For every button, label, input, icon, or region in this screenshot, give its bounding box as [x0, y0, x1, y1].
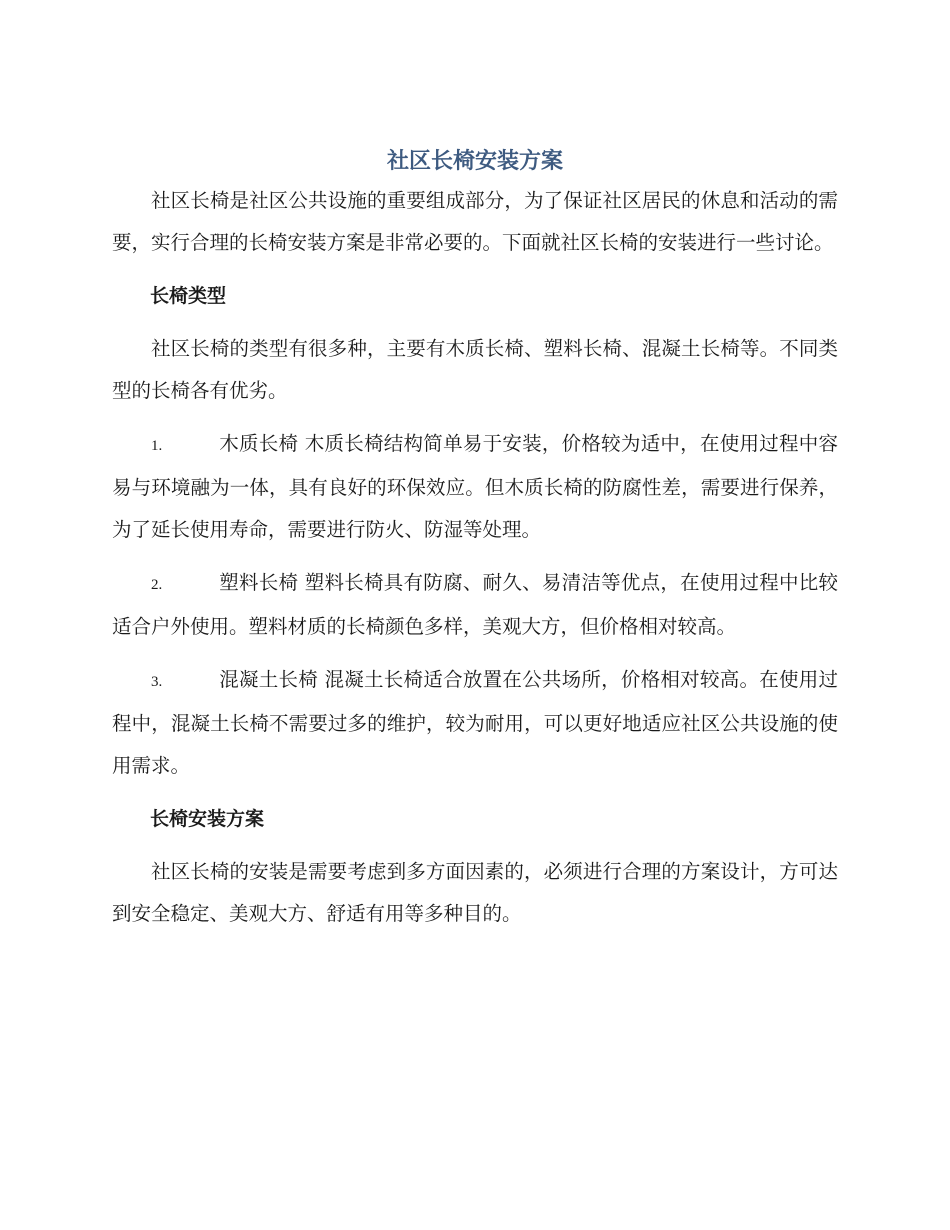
intro-paragraph: 社区长椅是社区公共设施的重要组成部分，为了保证社区居民的休息和活动的需要，实行合理的长椅安装方案是非常必要的。下面就社区长椅的安装进行一些讨论。 — [112, 189, 838, 254]
list-item-concrete — [112, 659, 838, 787]
document-title: 社区长椅安装方案 — [386, 149, 563, 174]
list-item-plastic — [112, 562, 838, 648]
document-page — [112, 144, 838, 935]
section-body-bench-types: 社区长椅的类型有很多种，主要有木质长椅、塑料长椅、混凝土长椅等。不同类型的长椅各有优劣。 — [112, 337, 838, 402]
list-text: 混凝土长椅 混凝土长椅适合放置在公共场所，价格相对较高。在使用过程中，混凝土长椅不需要过多的维护，较为耐用，可以更好地适应社区公共设施的使用需求。 — [112, 668, 838, 777]
section-body-installation: 社区长椅的安装是需要考虑到多方面因素的，必须进行合理的方案设计，方可达到安全稳定、美观大方、舒适有用等多种目的。 — [112, 860, 838, 925]
section-heading-bench-types: 长椅类型 — [150, 285, 227, 307]
list-number: 1. — [151, 438, 163, 454]
list-number: 3. — [151, 674, 163, 690]
list-text: 木质长椅 木质长椅结构简单易于安装，价格较为适中，在使用过程中容易与环境融为一体，具有良好的环保效应。但木质长椅的防腐性差，需要进行保养，为了延长使用寿命，需要进行防火、防湿等处理。 — [112, 432, 838, 541]
list-text: 塑料长椅 塑料长椅具有防腐、耐久、易清洁等优点，在使用过程中比较适合户外使用。塑料材质的长椅颜色多样，美观大方，但价格相对较高。 — [112, 571, 838, 638]
list-item-wood — [112, 423, 838, 551]
section-heading-installation: 长椅安装方案 — [150, 808, 265, 830]
list-number: 2. — [151, 577, 163, 593]
